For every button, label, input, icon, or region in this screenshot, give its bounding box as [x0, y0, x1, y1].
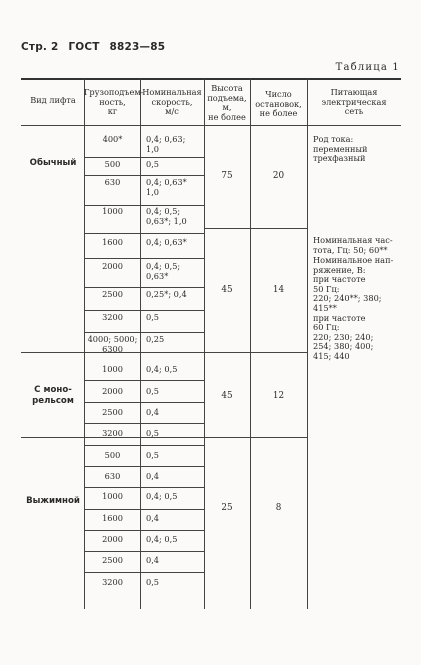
load-cell: 3200 — [102, 428, 123, 438]
speed-cell: 0,4; 0,5 — [146, 364, 178, 374]
speed-cell: 0,4 — [146, 513, 160, 523]
speed-cell: 0,4; 0,5 — [146, 534, 178, 544]
col-header-speed: Номинальная скорость, м/с — [142, 87, 202, 116]
row-separator — [84, 466, 204, 467]
load-cell: 500 — [104, 159, 121, 169]
speed-cell: 0,4; 0,63* — [146, 237, 187, 247]
load-cell: 500 — [104, 450, 121, 460]
category-ordinary: Обычный — [29, 158, 77, 168]
speed-cell: 0,4 — [146, 471, 160, 481]
col-header-stops: Число остановок, не более — [255, 89, 302, 118]
speed-cell: 0,4; 0,5; 0,63*; 1,0 — [146, 206, 187, 226]
table-caption: Таблица 1 — [335, 62, 400, 73]
load-cell: 630 — [104, 177, 121, 187]
speed-cell: 0,5 — [146, 312, 160, 322]
category-hydraulic: Выжимной — [26, 496, 80, 506]
load-cell: 2500 — [102, 289, 123, 299]
gost-number: 8823—85 — [109, 41, 166, 53]
speed-cell: 0,25 — [146, 334, 165, 344]
load-cell: 2000 — [102, 534, 123, 544]
col-header-supply: Питающая электрическая сеть — [321, 87, 387, 116]
height-value: 45 — [221, 391, 233, 401]
speed-cell: 0,4 — [146, 555, 160, 565]
supply-frequency: Номинальная час- тота, Гц: 50; 60** — [313, 235, 393, 255]
page-header — [21, 41, 171, 53]
load-cell: 1000 — [102, 206, 123, 216]
load-cell: 2500 — [102, 555, 123, 565]
speed-cell: 0,5 — [146, 428, 160, 438]
load-cell: 4000; 5000; 6300 — [87, 334, 138, 354]
row-separator — [84, 175, 204, 176]
load-cell: 630 — [104, 471, 121, 481]
row-separator — [84, 332, 204, 333]
row-separator — [84, 402, 204, 403]
col-header-type: Вид лифта — [30, 95, 76, 105]
header-bottom-rule — [21, 125, 401, 126]
row-separator — [84, 509, 204, 510]
row-separator — [84, 287, 204, 288]
load-cell: 1000 — [102, 491, 123, 501]
load-cell: 400* — [102, 134, 123, 144]
row-separator — [84, 551, 204, 552]
table-top-rule — [21, 78, 401, 80]
load-cell: 1600 — [102, 237, 123, 247]
category-monorail: С моно- рельсом — [32, 385, 74, 406]
row-separator — [84, 487, 204, 488]
speed-cell: 0,4; 0,63; 1,0 — [146, 134, 186, 154]
load-cell: 3200 — [102, 577, 123, 587]
load-cell: 3200 — [102, 312, 123, 322]
row-separator — [84, 258, 204, 259]
load-cell: 2000 — [102, 386, 123, 396]
stops-value: 20 — [272, 171, 285, 181]
row-separator — [84, 445, 204, 446]
row-separator — [84, 310, 204, 311]
stops-value: 12 — [272, 391, 285, 401]
category-separator — [21, 352, 307, 353]
group-separator — [204, 228, 307, 229]
height-value: 75 — [221, 171, 233, 181]
supply-voltage: Номинальное нап- ряжение, В: при частоте 50 Гц: 220; 240**; 380; 415** при частоте 60 Гц: 220; 230; 240; 254; 380; 400; 415; 440 — [313, 255, 394, 361]
speed-cell: 0,5 — [146, 159, 160, 169]
speed-cell: 0,4; 0,5 — [146, 491, 178, 501]
speed-cell: 0,4; 0,5; 0,63* — [146, 261, 181, 281]
load-cell: 1600 — [102, 513, 123, 523]
row-separator — [84, 233, 204, 234]
speed-cell: 0,5 — [146, 450, 160, 460]
speed-cell: 0,4 — [146, 407, 160, 417]
speed-cell: 0,5 — [146, 386, 160, 396]
col-divider — [307, 79, 308, 609]
row-separator — [84, 572, 204, 573]
stops-value: 14 — [272, 285, 285, 295]
speed-cell: 0,25*; 0,4 — [146, 289, 187, 299]
load-cell: 2000 — [102, 261, 123, 271]
col-header-height: Высота подъема, м, не более — [207, 83, 247, 122]
load-cell: 2500 — [102, 407, 123, 417]
col-divider — [250, 79, 251, 609]
load-cell: 1000 — [102, 364, 123, 374]
height-value: 45 — [221, 285, 233, 295]
row-separator — [84, 157, 204, 158]
row-separator — [84, 530, 204, 531]
speed-cell: 0,4; 0,63* 1,0 — [146, 177, 187, 197]
page-number: Стр. 2 — [21, 41, 59, 53]
supply-current: Род тока: переменный трехфазный — [313, 134, 368, 164]
row-separator — [84, 423, 204, 424]
height-value: 25 — [221, 503, 233, 513]
stops-value: 8 — [275, 503, 282, 513]
speed-cell: 0,5 — [146, 577, 160, 587]
col-header-load: Грузоподъем- ность, кг — [84, 87, 144, 116]
col-divider — [204, 79, 205, 609]
row-separator — [84, 380, 204, 381]
gost-label: ГОСТ — [68, 41, 100, 53]
